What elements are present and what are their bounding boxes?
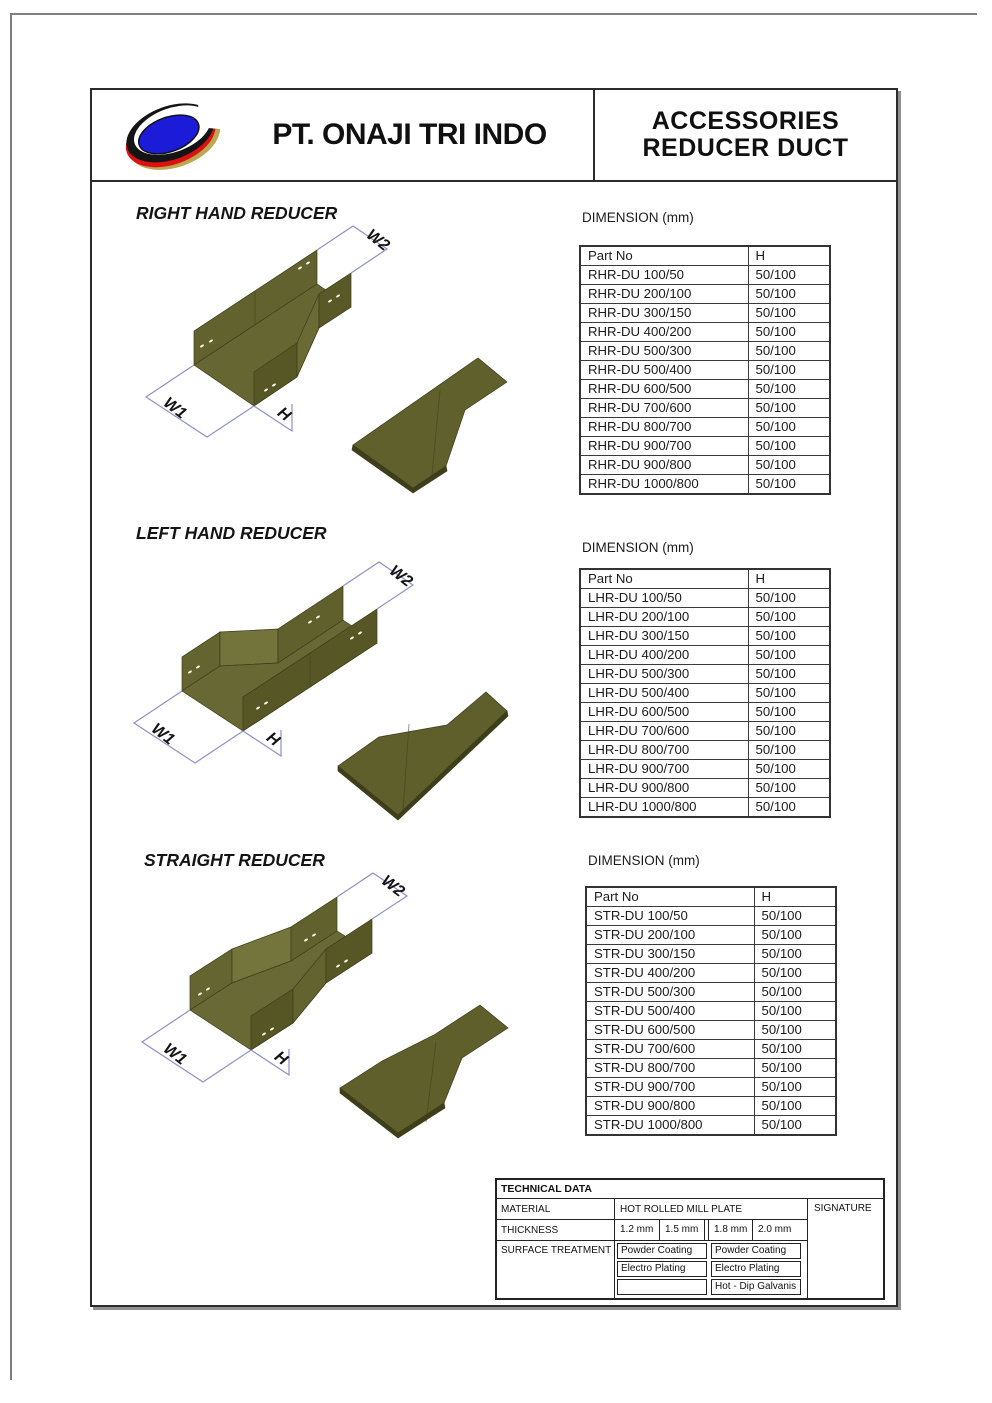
part-no-cell: STR-DU 200/100 xyxy=(586,926,754,945)
h-cell: 50/100 xyxy=(754,907,836,926)
part-no-cell: STR-DU 700/600 xyxy=(586,1040,754,1059)
table-row xyxy=(580,266,830,285)
str-dimension-table xyxy=(585,886,837,1136)
lhr-w1-label: W1 xyxy=(148,720,178,749)
str-duct-body xyxy=(190,897,372,1050)
rhr-duct-body xyxy=(194,250,351,406)
table-row xyxy=(580,646,830,665)
str-cover-plate xyxy=(340,1005,508,1138)
part-no-cell: RHR-DU 900/800 xyxy=(580,456,748,475)
thickness-row xyxy=(615,1220,807,1241)
h-cell: 50/100 xyxy=(748,418,830,437)
table-row xyxy=(586,1059,836,1078)
h-cell: 50/100 xyxy=(748,456,830,475)
thickness-value: 2.0 mm xyxy=(758,1224,792,1235)
table-row xyxy=(586,926,836,945)
part-no-cell: RHR-DU 500/300 xyxy=(580,342,748,361)
table-row xyxy=(580,361,830,380)
part-no-cell: STR-DU 800/700 xyxy=(586,1059,754,1078)
part-no-cell: RHR-DU 700/600 xyxy=(580,399,748,418)
h-cell: 50/100 xyxy=(748,437,830,456)
table-row xyxy=(580,779,830,798)
table-header-row xyxy=(580,569,830,589)
h-cell: 50/100 xyxy=(754,1078,836,1097)
h-cell: 50/100 xyxy=(754,945,836,964)
dimension-units-label-lhr: DIMENSION (mm) xyxy=(582,540,694,555)
part-no-cell: STR-DU 400/200 xyxy=(586,964,754,983)
str-h-label: H xyxy=(270,1048,291,1069)
rhr-drawing xyxy=(120,220,540,520)
technical-values-column xyxy=(615,1199,808,1298)
thickness-value: 1.5 mm xyxy=(660,1220,705,1240)
part-no-cell: LHR-DU 300/150 xyxy=(580,627,748,646)
thickness-label: THICKNESS xyxy=(497,1220,614,1241)
part-no-cell: LHR-DU 900/800 xyxy=(580,779,748,798)
part-no-cell: LHR-DU 400/200 xyxy=(580,646,748,665)
surface-treatment-option: Powder Coating xyxy=(711,1243,801,1259)
h-cell: 50/100 xyxy=(754,1097,836,1116)
table-row xyxy=(580,589,830,608)
h-header: H xyxy=(748,569,830,589)
part-no-cell: LHR-DU 600/500 xyxy=(580,703,748,722)
h-cell: 50/100 xyxy=(748,703,830,722)
rhr-cover-plate xyxy=(352,358,507,493)
document-title xyxy=(595,90,896,180)
h-cell: 50/100 xyxy=(748,304,830,323)
table-row xyxy=(580,760,830,779)
rhr-w1-label: W1 xyxy=(160,394,190,423)
table-row xyxy=(580,722,830,741)
rhr-w2-label: W2 xyxy=(363,226,393,255)
part-no-cell: LHR-DU 500/300 xyxy=(580,665,748,684)
part-no-cell: STR-DU 900/800 xyxy=(586,1097,754,1116)
h-cell: 50/100 xyxy=(754,964,836,983)
table-row xyxy=(580,285,830,304)
table-row xyxy=(586,1097,836,1116)
h-cell: 50/100 xyxy=(754,1116,836,1136)
table-row xyxy=(586,983,836,1002)
company-name: PT. ONAJI TRI INDO xyxy=(272,118,547,151)
table-row xyxy=(586,1078,836,1097)
part-no-cell: RHR-DU 800/700 xyxy=(580,418,748,437)
h-cell: 50/100 xyxy=(754,983,836,1002)
header-left-cell xyxy=(92,90,595,180)
h-cell: 50/100 xyxy=(754,1059,836,1078)
part-no-cell: RHR-DU 1000/800 xyxy=(580,475,748,495)
h-cell: 50/100 xyxy=(748,798,830,818)
part-no-cell: STR-DU 1000/800 xyxy=(586,1116,754,1136)
lhr-w2-label: W2 xyxy=(386,562,416,591)
h-cell: 50/100 xyxy=(748,589,830,608)
table-row xyxy=(580,741,830,760)
thickness-value: 1.2 mm xyxy=(615,1220,660,1240)
h-header: H xyxy=(748,246,830,266)
part-no-header: Part No xyxy=(586,887,754,907)
section-title-lhr: LEFT HAND REDUCER xyxy=(136,523,327,543)
h-cell: 50/100 xyxy=(748,665,830,684)
lhr-dimension-table xyxy=(579,568,831,818)
section-title-str: STRAIGHT REDUCER xyxy=(144,850,325,870)
h-cell: 50/100 xyxy=(748,627,830,646)
part-no-cell: STR-DU 500/300 xyxy=(586,983,754,1002)
surface-treatment-option: Electro Plating xyxy=(617,1261,707,1277)
document-title-line2: REDUCER DUCT xyxy=(642,134,849,162)
h-cell: 50/100 xyxy=(748,323,830,342)
h-cell: 50/100 xyxy=(748,285,830,304)
table-row xyxy=(586,907,836,926)
str-w2-label: W2 xyxy=(378,872,408,901)
h-cell: 50/100 xyxy=(748,342,830,361)
surface-treatment-label: SURFACE TREATMENT xyxy=(501,1245,612,1256)
h-cell: 50/100 xyxy=(754,1002,836,1021)
table-row xyxy=(580,437,830,456)
part-no-cell: RHR-DU 600/500 xyxy=(580,380,748,399)
h-cell: 50/100 xyxy=(748,722,830,741)
part-no-cell: RHR-DU 300/150 xyxy=(580,304,748,323)
table-row xyxy=(580,399,830,418)
part-no-cell: RHR-DU 900/700 xyxy=(580,437,748,456)
table-row xyxy=(586,1116,836,1136)
document-header xyxy=(92,90,896,182)
surface-treatment-option: Electro Plating xyxy=(711,1261,801,1277)
h-header: H xyxy=(754,887,836,907)
h-cell: 50/100 xyxy=(748,779,830,798)
table-row xyxy=(580,684,830,703)
str-w1-label: W1 xyxy=(160,1040,190,1069)
rhr-h-label: H xyxy=(273,404,294,425)
h-cell: 50/100 xyxy=(748,475,830,495)
lhr-duct-body xyxy=(182,586,377,731)
surface-treatment-thick-column xyxy=(710,1242,804,1297)
surface-treatment-option: Hot - Dip Galvanis xyxy=(711,1279,801,1295)
h-cell: 50/100 xyxy=(748,760,830,779)
surface-treatment-values xyxy=(615,1241,807,1298)
table-row xyxy=(580,323,830,342)
table-row xyxy=(580,475,830,495)
h-cell: 50/100 xyxy=(748,266,830,285)
part-no-cell: RHR-DU 100/50 xyxy=(580,266,748,285)
part-no-header: Part No xyxy=(580,569,748,589)
signature-label: SIGNATURE xyxy=(814,1203,872,1214)
part-no-cell: LHR-DU 500/400 xyxy=(580,684,748,703)
technical-data-table xyxy=(495,1178,885,1300)
h-cell: 50/100 xyxy=(748,399,830,418)
part-no-cell: STR-DU 600/500 xyxy=(586,1021,754,1040)
table-row xyxy=(586,1021,836,1040)
h-cell: 50/100 xyxy=(754,1021,836,1040)
table-row xyxy=(580,418,830,437)
h-cell: 50/100 xyxy=(748,741,830,760)
material-label: MATERIAL xyxy=(497,1199,614,1220)
part-no-cell: LHR-DU 700/600 xyxy=(580,722,748,741)
part-no-cell: STR-DU 100/50 xyxy=(586,907,754,926)
h-cell: 50/100 xyxy=(748,646,830,665)
h-cell: 50/100 xyxy=(754,1040,836,1059)
table-row xyxy=(586,964,836,983)
technical-labels-column xyxy=(497,1199,615,1298)
table-header-row xyxy=(580,246,830,266)
lhr-h-label: H xyxy=(262,729,283,750)
table-row xyxy=(580,380,830,399)
h-cell: 50/100 xyxy=(748,684,830,703)
part-no-cell: LHR-DU 100/50 xyxy=(580,589,748,608)
str-drawing xyxy=(120,865,540,1165)
thickness-value: 1.8 mm xyxy=(708,1220,753,1240)
part-no-cell: RHR-DU 500/400 xyxy=(580,361,748,380)
dimension-units-label-str: DIMENSION (mm) xyxy=(588,853,700,868)
part-no-cell: LHR-DU 200/100 xyxy=(580,608,748,627)
surface-treatment-thin-column xyxy=(616,1242,710,1297)
part-no-cell: RHR-DU 200/100 xyxy=(580,285,748,304)
part-no-cell: STR-DU 900/700 xyxy=(586,1078,754,1097)
material-value: HOT ROLLED MILL PLATE xyxy=(615,1199,807,1220)
section-title-rhr: RIGHT HAND REDUCER xyxy=(136,203,338,223)
table-row xyxy=(586,945,836,964)
part-no-cell: LHR-DU 900/700 xyxy=(580,760,748,779)
surface-treatment-option-empty xyxy=(617,1279,707,1295)
table-row xyxy=(580,342,830,361)
part-no-cell: RHR-DU 400/200 xyxy=(580,323,748,342)
h-cell: 50/100 xyxy=(748,380,830,399)
table-row xyxy=(580,456,830,475)
table-row xyxy=(586,1002,836,1021)
h-cell: 50/100 xyxy=(754,926,836,945)
table-row xyxy=(580,627,830,646)
signature-cell xyxy=(808,1199,883,1298)
part-no-cell: LHR-DU 1000/800 xyxy=(580,798,748,818)
table-row xyxy=(580,798,830,818)
h-cell: 50/100 xyxy=(748,608,830,627)
table-row xyxy=(580,665,830,684)
table-row xyxy=(586,1040,836,1059)
part-no-header: Part No xyxy=(580,246,748,266)
table-row xyxy=(580,703,830,722)
h-cell: 50/100 xyxy=(748,361,830,380)
technical-data-title: TECHNICAL DATA xyxy=(497,1180,883,1199)
document-title-line1: ACCESSORIES xyxy=(651,107,840,135)
rhr-dimension-table xyxy=(579,245,831,495)
part-no-cell: LHR-DU 800/700 xyxy=(580,741,748,760)
company-logo-icon xyxy=(106,95,236,175)
lhr-cover-plate xyxy=(338,692,508,820)
surface-treatment-option: Powder Coating xyxy=(617,1243,707,1259)
table-row xyxy=(580,304,830,323)
table-row xyxy=(580,608,830,627)
table-header-row xyxy=(586,887,836,907)
dimension-units-label-rhr: DIMENSION (mm) xyxy=(582,210,694,225)
lhr-drawing xyxy=(120,550,540,840)
part-no-cell: STR-DU 500/400 xyxy=(586,1002,754,1021)
part-no-cell: STR-DU 300/150 xyxy=(586,945,754,964)
